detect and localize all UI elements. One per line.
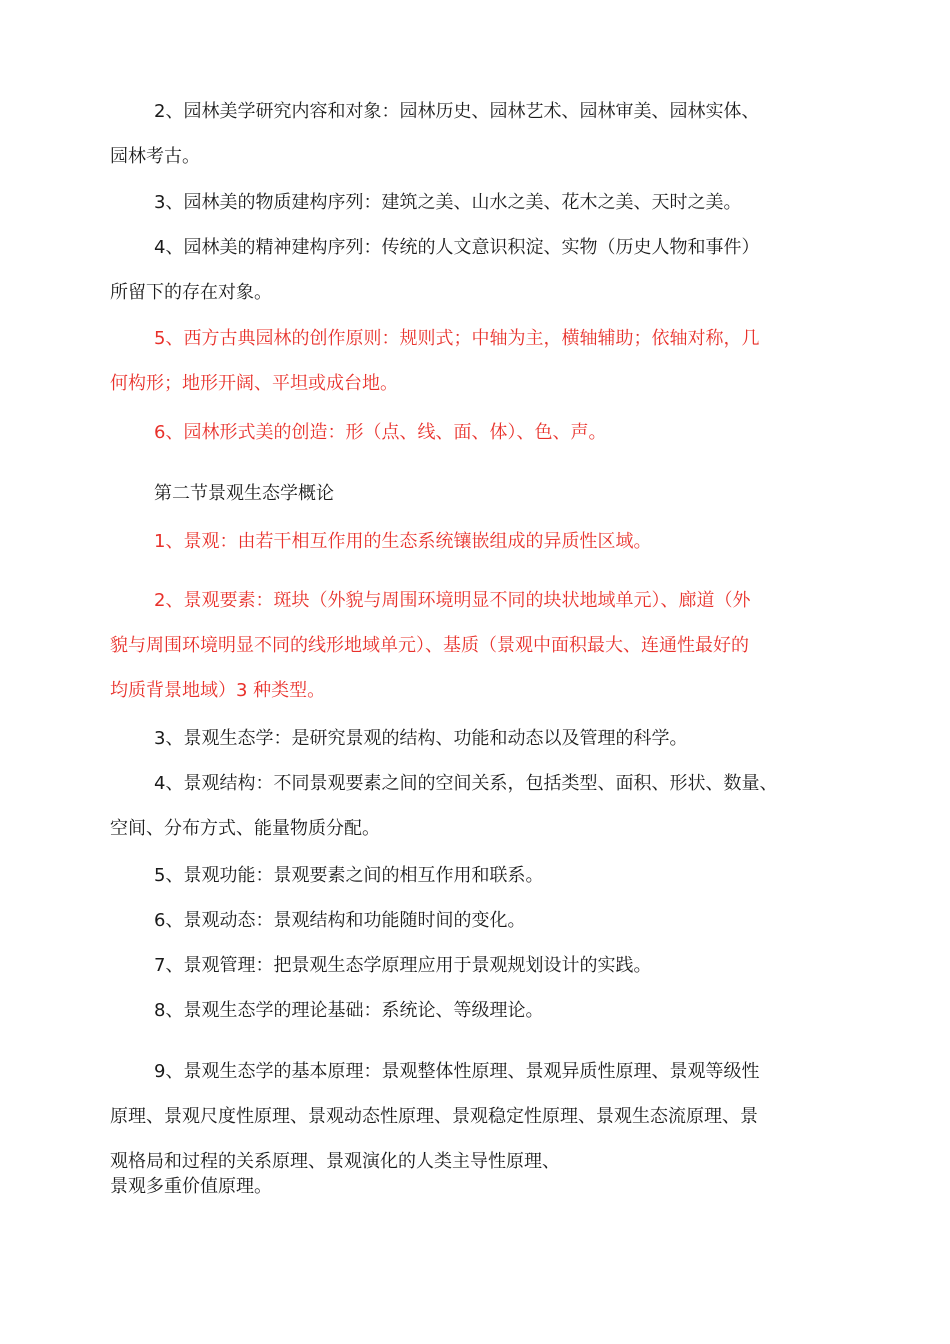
list-item-line: 4、景观结构：不同景观要素之间的空间关系，包括类型、面积、形状、数量、 xyxy=(154,773,778,794)
list-item-highlighted xyxy=(110,316,840,406)
list-item xyxy=(110,225,840,315)
list-item-line: 1、景观：由若干相互作用的生态系统镶嵌组成的异质性区域。 xyxy=(154,531,652,552)
list-item-line: 原理、景观尺度性原理、景观动态性原理、景观稳定性原理、景观生态流原理、景 xyxy=(110,1106,758,1127)
list-item-highlighted xyxy=(110,410,840,455)
list-item-line: 8、景观生态学的理论基础：系统论、等级理论。 xyxy=(154,1000,544,1021)
list-item-line: 均质背景地域）3 种类型。 xyxy=(110,680,326,701)
section-heading: 第二节景观生态学概论 xyxy=(154,483,334,504)
list-item xyxy=(110,89,840,179)
list-item-line: 3、景观生态学：是研究景观的结构、功能和动态以及管理的科学。 xyxy=(154,728,688,749)
list-item xyxy=(110,943,840,988)
list-item-line: 4、园林美的精神建构序列：传统的人文意识积淀、实物（历史人物和事件） xyxy=(154,237,760,258)
list-item-line: 2、园林美学研究内容和对象：园林历史、园林艺术、园林审美、园林实体、 xyxy=(154,101,760,122)
list-item xyxy=(110,716,840,761)
list-item-line: 6、景观动态：景观结构和功能随时间的变化。 xyxy=(154,910,526,931)
list-item-line: 5、景观功能：景观要素之间的相互作用和联系。 xyxy=(154,865,544,886)
list-item-line: 景观多重价值原理。 xyxy=(110,1176,272,1197)
list-item-line: 9、景观生态学的基本原理：景观整体性原理、景观异质性原理、景观等级性 xyxy=(154,1061,760,1082)
list-item-highlighted xyxy=(110,519,840,564)
list-item xyxy=(110,853,840,898)
list-item xyxy=(110,898,840,943)
list-item-line: 貌与周围环境明显不同的线形地域单元）、基质（景观中面积最大、连通性最好的 xyxy=(110,635,749,656)
list-item-line: 观格局和过程的关系原理、景观演化的人类主导性原理、 xyxy=(110,1151,560,1172)
list-item-line: 6、园林形式美的创造：形（点、线、面、体）、色、声。 xyxy=(154,422,607,443)
list-item xyxy=(110,988,840,1033)
list-item-line: 园林考古。 xyxy=(110,146,200,167)
list-item-line: 何构形；地形开阔、平坦或成台地。 xyxy=(110,373,398,394)
list-item-line: 2、景观要素：斑块（外貌与周围环境明显不同的块状地域单元）、廊道（外 xyxy=(154,590,751,611)
list-item-line: 7、景观管理：把景观生态学原理应用于景观规划设计的实践。 xyxy=(154,955,652,976)
list-item-highlighted xyxy=(110,578,840,713)
list-item-line: 3、园林美的物质建构序列：建筑之美、山水之美、花木之美、天时之美。 xyxy=(154,192,742,213)
list-item-line: 5、西方古典园林的创作原则：规则式；中轴为主，横轴辅助；依轴对称，几 xyxy=(154,328,760,349)
list-item-line: 所留下的存在对象。 xyxy=(110,282,272,303)
list-item xyxy=(110,1049,840,1200)
list-item xyxy=(110,761,840,851)
list-item xyxy=(110,180,840,225)
list-item-line: 空间、分布方式、能量物质分配。 xyxy=(110,818,380,839)
